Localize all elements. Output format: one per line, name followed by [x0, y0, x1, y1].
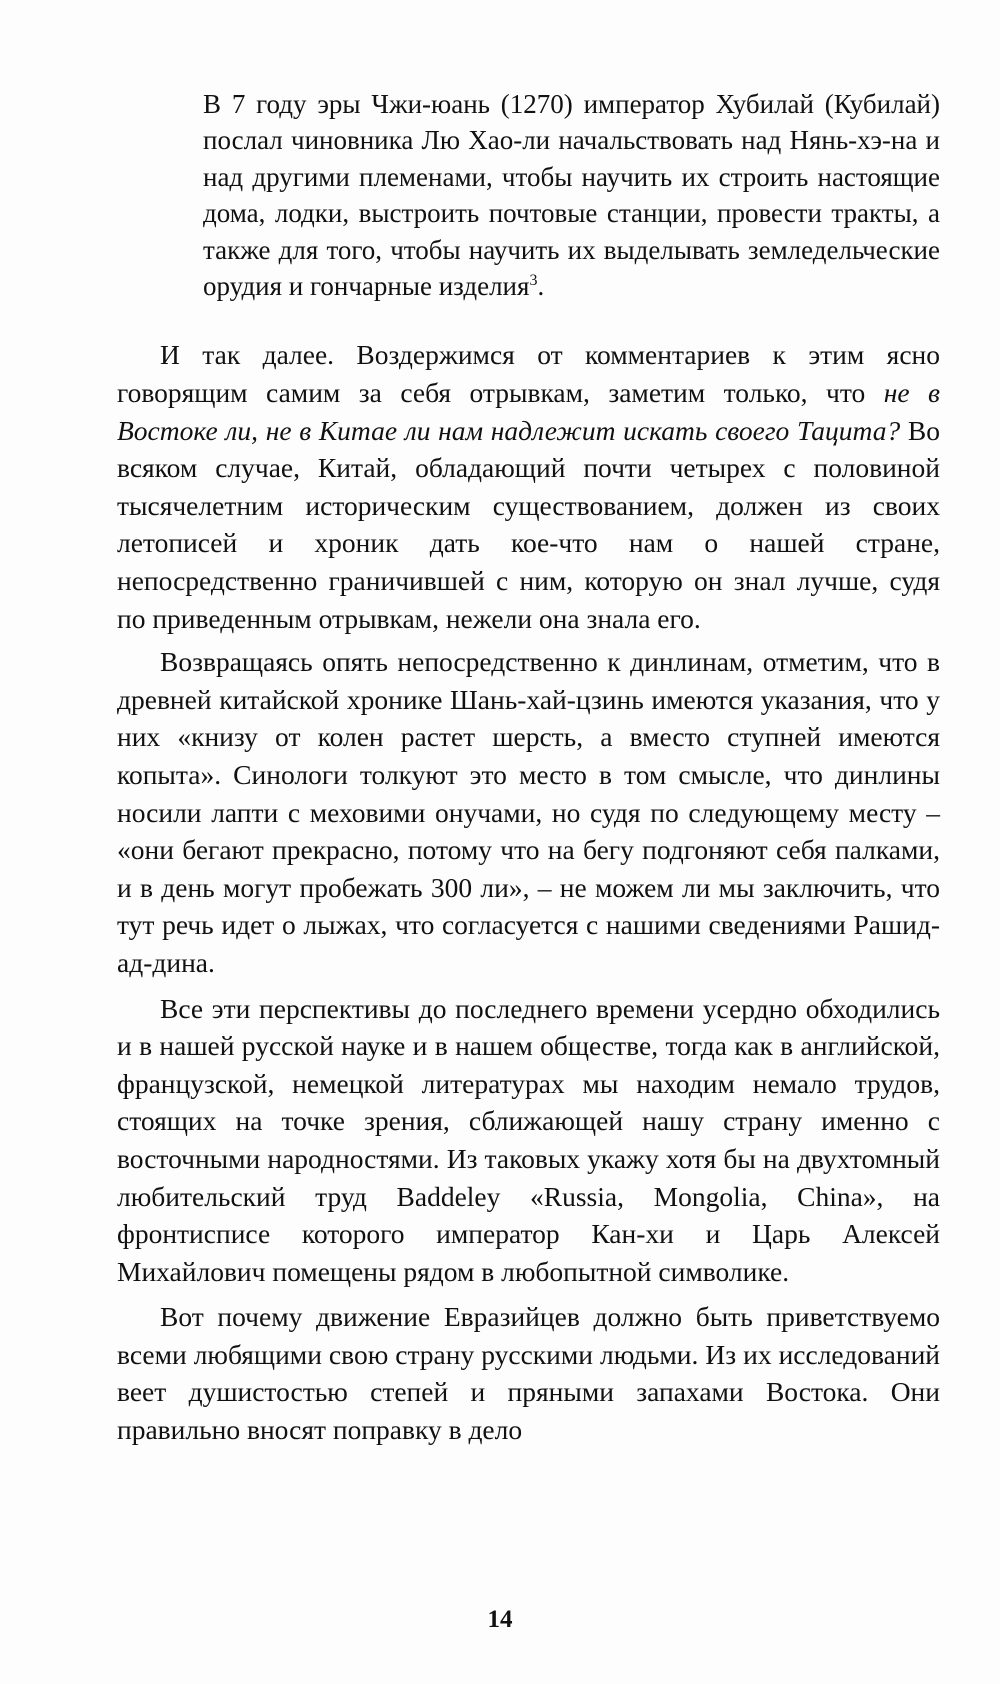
- paragraph-1-italic: не в Востоке ли, не в Китае ли нам надлежит искать своего Тацита?: [117, 377, 940, 446]
- text-column: [117, 86, 940, 1449]
- paragraph-1-text-a: И так далее. Воздержимся от комментариев к этим ясно говорящим самим за себя отрывкам, заметим только, что: [117, 339, 940, 409]
- paragraph-3: Все эти перспективы до последнего времени усердно обходились и в нашей русской науке и в нашем обществе, тогда как в английской, французской, немецкой литературах мы находим немало трудов, стоящих на точке зрения, сближающей нашу страну именно с восточными народностями. Из таковых укажу хотя бы на двухтомный любительский труд Baddeley «Russia, Mongolia, China», на фронтисписе которого император Кан-хи и Царь Алексей Михайлович помещены рядом в любопытной символике.: [117, 992, 940, 1287]
- quote-end: .: [537, 271, 545, 302]
- footnote-reference: 3: [529, 272, 538, 290]
- paragraph-2: Возвращаясь опять непосредственно к динлинам, отметим, что в древней китайской хронике Шань-хай-цзинь имеются указания, что у них «книзу от колен растет шерсть, а вместо ступней имеются копыта». Синологи толкуют это место в том смысле, что динлины носили лапти с меховими онучами, но судя по следующему месту – «они бегают прекрасно, потому что на бегу подгоняют себя палками, и в день могут пробежать 300 ли», – не можем ли мы заключить, что тут речь идет о лыжах, что согласуется с нашими сведениями Рашид-ад-дина.: [117, 646, 940, 978]
- paragraph-1-text-b: Во всяком случае, Китай, обладающий почти четырех с половиной тысячелетним историческим существованием, должен из своих летописей и хроник дать кое-что нам о нашей стране, непосредственно граничившей с ним, которую он знал лучше, судя по приведенным отрывкам, нежели она знала его.: [117, 414, 941, 634]
- paragraph-1: [117, 336, 940, 637]
- paragraph-4: Вот почему движение Евразийцев должно быть приветствуемо всеми любящими свою страну русскими людьми. Из их исследований веет душистостью степей и пряными запахами Востока. Они правильно вносят поправку в дело: [117, 1301, 940, 1446]
- block-quote: [203, 86, 940, 304]
- page-number: 14: [487, 1606, 513, 1633]
- quote-text: В 7 году эры Чжи-юань (1270) император Хубилай (Кубилай) послал чиновника Лю Хао-ли начальствовать над Нянь-хэ-на и над другими племенами, чтобы научить их строить настоящие дома, лодки, выстроить почтовые станции, провести тракты, а также для того, чтобы научить их выделывать земледельческие орудия и гончарные изделия: [203, 89, 940, 302]
